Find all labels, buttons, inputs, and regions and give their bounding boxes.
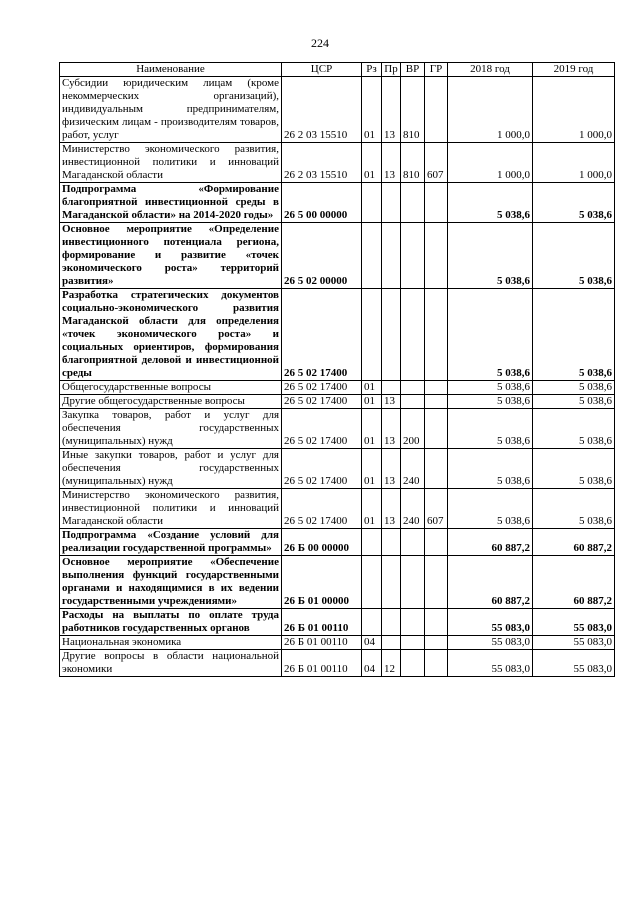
row-name-cell: Подпрограмма «Создание условий для реализации государственной программы» bbox=[60, 529, 282, 556]
row-pr-cell: 12 bbox=[382, 650, 401, 677]
header-vr: ВР bbox=[401, 63, 425, 77]
row-2018-cell: 55 083,0 bbox=[448, 650, 533, 677]
row-vr-cell bbox=[401, 650, 425, 677]
row-pr-cell: 13 bbox=[382, 77, 401, 143]
row-vr-cell: 200 bbox=[401, 409, 425, 449]
row-name-cell: Расходы на выплаты по оплате труда работников государственных органов bbox=[60, 609, 282, 636]
row-vr-cell bbox=[401, 183, 425, 223]
row-csr-cell: 26 5 02 17400 bbox=[282, 489, 362, 529]
row-csr-cell: 26 Б 01 00110 bbox=[282, 609, 362, 636]
row-2019-cell: 55 083,0 bbox=[533, 609, 615, 636]
row-csr-cell: 26 5 00 00000 bbox=[282, 183, 362, 223]
row-name-cell: Национальная экономика bbox=[60, 636, 282, 650]
row-gr-cell: 607 bbox=[425, 143, 448, 183]
table-header-row bbox=[60, 63, 615, 77]
row-name-cell: Министерство экономического развития, инвестиционной политики и инноваций Магаданской области bbox=[60, 489, 282, 529]
header-rz: Рз bbox=[362, 63, 382, 77]
row-name-cell: Министерство экономического развития, инвестиционной политики и инноваций Магаданской области bbox=[60, 143, 282, 183]
row-rz-cell bbox=[362, 556, 382, 609]
row-2018-cell: 5 038,6 bbox=[448, 409, 533, 449]
budget-table bbox=[59, 62, 615, 677]
row-csr-cell: 26 5 02 00000 bbox=[282, 223, 362, 289]
row-pr-cell bbox=[382, 636, 401, 650]
row-gr-cell bbox=[425, 381, 448, 395]
row-2019-cell: 1 000,0 bbox=[533, 143, 615, 183]
row-name-cell: Основное мероприятие «Обеспечение выполнения функций государственными органами и находящимися в их ведении государственными учреждениями» bbox=[60, 556, 282, 609]
row-vr-cell bbox=[401, 609, 425, 636]
header-csr: ЦСР bbox=[282, 63, 362, 77]
row-gr-cell bbox=[425, 183, 448, 223]
table-row bbox=[60, 183, 615, 223]
row-2019-cell: 60 887,2 bbox=[533, 529, 615, 556]
header-2018: 2018 год bbox=[448, 63, 533, 77]
row-2019-cell: 5 038,6 bbox=[533, 395, 615, 409]
row-rz-cell bbox=[362, 609, 382, 636]
row-rz-cell bbox=[362, 223, 382, 289]
row-2019-cell: 55 083,0 bbox=[533, 636, 615, 650]
table-row bbox=[60, 556, 615, 609]
row-2019-cell: 5 038,6 bbox=[533, 381, 615, 395]
table-row bbox=[60, 395, 615, 409]
row-rz-cell: 01 bbox=[362, 395, 382, 409]
row-name-cell: Другие общегосударственные вопросы bbox=[60, 395, 282, 409]
row-2018-cell: 5 038,6 bbox=[448, 223, 533, 289]
row-rz-cell: 01 bbox=[362, 449, 382, 489]
row-2018-cell: 5 038,6 bbox=[448, 183, 533, 223]
table-row bbox=[60, 609, 615, 636]
row-pr-cell bbox=[382, 529, 401, 556]
table-row bbox=[60, 77, 615, 143]
table-row bbox=[60, 489, 615, 529]
row-pr-cell bbox=[382, 381, 401, 395]
header-name: Наименование bbox=[60, 63, 282, 77]
row-csr-cell: 26 5 02 17400 bbox=[282, 381, 362, 395]
row-name-cell: Закупка товаров, работ и услуг для обеспечения государственных (муниципальных) нужд bbox=[60, 409, 282, 449]
row-name-cell: Основное мероприятие «Определение инвестиционного потенциала региона, формирование и развитие «точек экономического роста» территорий развития» bbox=[60, 223, 282, 289]
row-csr-cell: 26 Б 01 00110 bbox=[282, 636, 362, 650]
row-rz-cell: 04 bbox=[362, 636, 382, 650]
row-csr-cell: 26 Б 01 00000 bbox=[282, 556, 362, 609]
row-gr-cell: 607 bbox=[425, 489, 448, 529]
row-gr-cell bbox=[425, 223, 448, 289]
row-rz-cell: 01 bbox=[362, 143, 382, 183]
row-gr-cell bbox=[425, 77, 448, 143]
header-gr: ГР bbox=[425, 63, 448, 77]
row-vr-cell: 810 bbox=[401, 77, 425, 143]
page-number: 224 bbox=[311, 36, 329, 50]
row-vr-cell: 240 bbox=[401, 449, 425, 489]
row-gr-cell bbox=[425, 636, 448, 650]
row-vr-cell bbox=[401, 381, 425, 395]
row-vr-cell bbox=[401, 289, 425, 381]
row-2018-cell: 5 038,6 bbox=[448, 289, 533, 381]
row-vr-cell: 240 bbox=[401, 489, 425, 529]
table-row bbox=[60, 409, 615, 449]
row-2019-cell: 5 038,6 bbox=[533, 289, 615, 381]
row-csr-cell: 26 5 02 17400 bbox=[282, 409, 362, 449]
row-vr-cell bbox=[401, 223, 425, 289]
row-2018-cell: 55 083,0 bbox=[448, 609, 533, 636]
row-gr-cell bbox=[425, 556, 448, 609]
row-csr-cell: 26 2 03 15510 bbox=[282, 143, 362, 183]
row-csr-cell: 26 Б 01 00110 bbox=[282, 650, 362, 677]
row-name-cell: Иные закупки товаров, работ и услуг для обеспечения государственных (муниципальных) нужд bbox=[60, 449, 282, 489]
table-row bbox=[60, 529, 615, 556]
table-row bbox=[60, 650, 615, 677]
row-gr-cell bbox=[425, 449, 448, 489]
row-2018-cell: 60 887,2 bbox=[448, 529, 533, 556]
row-csr-cell: 26 5 02 17400 bbox=[282, 449, 362, 489]
row-pr-cell: 13 bbox=[382, 489, 401, 529]
row-2018-cell: 1 000,0 bbox=[448, 77, 533, 143]
row-pr-cell bbox=[382, 223, 401, 289]
row-rz-cell: 01 bbox=[362, 409, 382, 449]
row-2019-cell: 5 038,6 bbox=[533, 449, 615, 489]
row-rz-cell: 01 bbox=[362, 77, 382, 143]
row-name-cell: Разработка стратегических документов социально-экономического развития Магаданской области для определения «точек экономического роста» и социальных ориентиров, формирования благоприятной деловой и инвестиционной среды bbox=[60, 289, 282, 381]
table-row bbox=[60, 289, 615, 381]
header-pr: Пр bbox=[382, 63, 401, 77]
row-gr-cell bbox=[425, 609, 448, 636]
row-csr-cell: 26 5 02 17400 bbox=[282, 289, 362, 381]
row-pr-cell: 13 bbox=[382, 395, 401, 409]
row-gr-cell bbox=[425, 650, 448, 677]
row-vr-cell bbox=[401, 395, 425, 409]
row-2019-cell: 55 083,0 bbox=[533, 650, 615, 677]
row-2018-cell: 55 083,0 bbox=[448, 636, 533, 650]
row-vr-cell bbox=[401, 636, 425, 650]
table-row bbox=[60, 223, 615, 289]
row-gr-cell bbox=[425, 529, 448, 556]
row-rz-cell: 01 bbox=[362, 381, 382, 395]
row-2019-cell: 5 038,6 bbox=[533, 489, 615, 529]
row-gr-cell bbox=[425, 289, 448, 381]
row-vr-cell bbox=[401, 529, 425, 556]
row-pr-cell bbox=[382, 556, 401, 609]
row-csr-cell: 26 5 02 17400 bbox=[282, 395, 362, 409]
row-2018-cell: 1 000,0 bbox=[448, 143, 533, 183]
row-rz-cell bbox=[362, 529, 382, 556]
row-pr-cell: 13 bbox=[382, 449, 401, 489]
row-2019-cell: 60 887,2 bbox=[533, 556, 615, 609]
row-pr-cell: 13 bbox=[382, 409, 401, 449]
header-2019: 2019 год bbox=[533, 63, 615, 77]
row-2018-cell: 60 887,2 bbox=[448, 556, 533, 609]
row-2018-cell: 5 038,6 bbox=[448, 381, 533, 395]
row-2019-cell: 5 038,6 bbox=[533, 409, 615, 449]
row-2019-cell: 5 038,6 bbox=[533, 223, 615, 289]
row-pr-cell bbox=[382, 289, 401, 381]
row-pr-cell bbox=[382, 609, 401, 636]
row-vr-cell bbox=[401, 556, 425, 609]
row-2019-cell: 5 038,6 bbox=[533, 183, 615, 223]
row-2018-cell: 5 038,6 bbox=[448, 449, 533, 489]
table-row bbox=[60, 449, 615, 489]
row-name-cell: Подпрограмма «Формирование благоприятной инвестиционной среды в Магаданской области» на 2014-2020 годы» bbox=[60, 183, 282, 223]
row-gr-cell bbox=[425, 395, 448, 409]
row-pr-cell bbox=[382, 183, 401, 223]
table-row bbox=[60, 143, 615, 183]
table-row bbox=[60, 381, 615, 395]
row-name-cell: Субсидии юридическим лицам (кроме некоммерческих организаций), индивидуальным предпринимателям, физическим лицам - производителям товаров, работ, услуг bbox=[60, 77, 282, 143]
row-csr-cell: 26 Б 00 00000 bbox=[282, 529, 362, 556]
row-rz-cell: 01 bbox=[362, 489, 382, 529]
row-pr-cell: 13 bbox=[382, 143, 401, 183]
row-gr-cell bbox=[425, 409, 448, 449]
row-rz-cell: 04 bbox=[362, 650, 382, 677]
row-rz-cell bbox=[362, 289, 382, 381]
row-2018-cell: 5 038,6 bbox=[448, 395, 533, 409]
table-row bbox=[60, 636, 615, 650]
table-body bbox=[60, 77, 615, 677]
row-rz-cell bbox=[362, 183, 382, 223]
row-2018-cell: 5 038,6 bbox=[448, 489, 533, 529]
row-2019-cell: 1 000,0 bbox=[533, 77, 615, 143]
row-name-cell: Общегосударственные вопросы bbox=[60, 381, 282, 395]
row-csr-cell: 26 2 03 15510 bbox=[282, 77, 362, 143]
row-name-cell: Другие вопросы в области национальной экономики bbox=[60, 650, 282, 677]
row-vr-cell: 810 bbox=[401, 143, 425, 183]
